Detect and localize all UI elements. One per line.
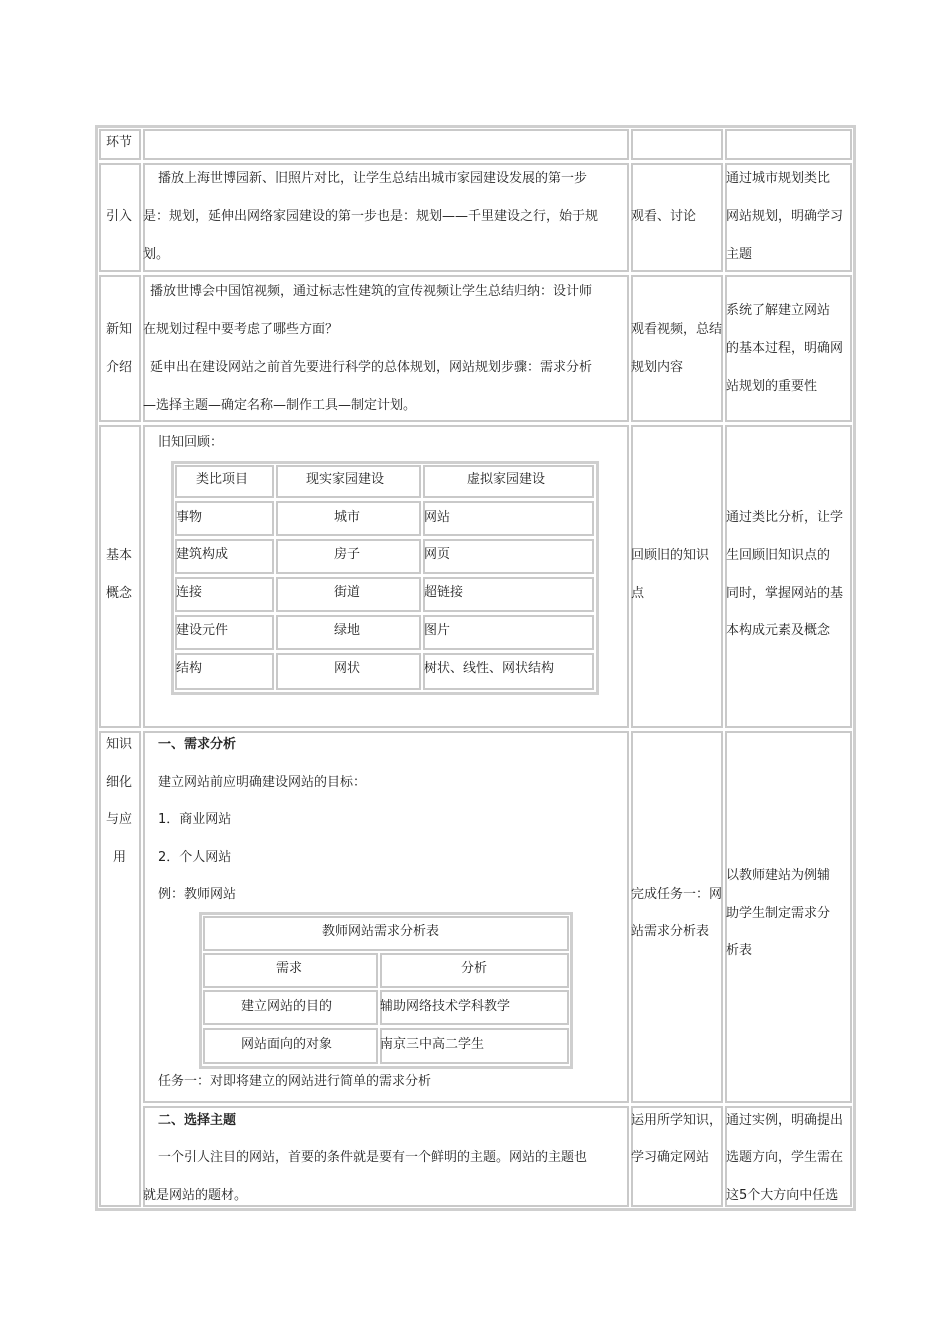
newknow-stage-cell	[99, 275, 141, 422]
basic-purpose-line: 生回顾旧知识点的	[726, 548, 831, 563]
needs-cell-text: 网站面向的对象	[241, 1037, 333, 1052]
newknow-content-line: 播放世博会中国馆视频，通过标志性建筑的宣传视频让学生总结归纳：设计师	[150, 284, 593, 299]
needs-item: 1．商业网站	[158, 812, 232, 827]
refine-stage-label: 与应	[106, 812, 133, 827]
basic-purpose-cell	[725, 425, 852, 728]
analogy-cell-text: 建筑构成	[176, 547, 229, 562]
needs-purpose-line: 析表	[726, 943, 753, 958]
topic-purpose-line: 选题方向，学生需在	[726, 1150, 844, 1165]
newknow-activity-line: 规划内容	[631, 360, 684, 375]
analogy-cell-text: 网页	[424, 547, 451, 562]
header-purpose-cell	[725, 129, 852, 160]
newknow-content-line: 在规划过程中要考虑了哪些方面？	[143, 322, 339, 337]
intro-purpose-line: 网站规划，明确学习	[726, 209, 844, 224]
newknow-content-line: —选择主题—确定名称—制作工具—制定计划。	[143, 398, 417, 413]
basic-review-label: 旧知回顾：	[158, 435, 224, 450]
intro-purpose-line: 主题	[726, 247, 753, 262]
newknow-activity-cell	[631, 275, 723, 422]
needs-cell-text: 南京三中高二学生	[380, 1037, 485, 1052]
analogy-cell-text: 连接	[176, 585, 203, 600]
newknow-content-line: 延申出在建设网站之前首先要进行科学的总体规划，网站规划步骤：需求分析	[150, 360, 593, 375]
basic-stage-label: 基本	[106, 548, 133, 563]
analogy-cell-text: 建设元件	[176, 623, 229, 638]
basic-activity-cell	[631, 425, 723, 728]
analogy-header: 类比项目	[196, 472, 249, 487]
refine-stage-label: 细化	[106, 775, 133, 790]
topic-text-line: 一个引人注目的网站，首要的条件就是要有一个鲜明的主题。网站的主题也	[158, 1150, 588, 1165]
analogy-cell-text: 街道	[334, 585, 361, 600]
needs-cell-text: 建立网站的目的	[241, 999, 333, 1014]
intro-activity: 观看、讨论	[631, 209, 697, 224]
topic-activity-line: 学习确定网站	[631, 1150, 710, 1165]
newknow-stage-label: 介绍	[106, 360, 133, 375]
analogy-cell-text: 图片	[424, 623, 451, 638]
newknow-stage-label: 新知	[106, 322, 133, 337]
needs-example: 例：教师网站	[158, 887, 237, 902]
analogy-cell-text: 超链接	[424, 585, 464, 600]
basic-activity-line: 点	[631, 586, 645, 601]
topic-text-line: 就是网站的题材。	[143, 1188, 248, 1203]
analogy-cell-text: 城市	[334, 510, 361, 525]
newknow-activity-line: 观看视频，总结	[631, 322, 723, 337]
needs-activity-line: 完成任务一：网	[631, 887, 723, 902]
intro-content-line: 播放上海世博园新、旧照片对比，让学生总结出城市家园建设发展的第一步	[158, 171, 588, 186]
needs-heading: 一、需求分析	[158, 737, 237, 752]
needs-activity-line: 站需求分析表	[631, 924, 710, 939]
basic-purpose-line: 通过类比分析，让学	[726, 510, 844, 525]
topic-activity-line: 运用所学知识，	[631, 1113, 723, 1128]
newknow-purpose-line: 站规划的重要性	[726, 379, 818, 394]
refine-stage-label: 用	[113, 850, 127, 865]
needs-purpose-line: 助学生制定需求分	[726, 906, 831, 921]
needs-purpose-line: 以教师建站为例辅	[726, 868, 831, 883]
topic-purpose-line: 通过实例，明确提出	[726, 1113, 844, 1128]
refine-stage-label: 知识	[106, 737, 133, 752]
basic-stage-label: 概念	[106, 586, 133, 601]
needs-table-title: 教师网站需求分析表	[322, 924, 440, 939]
analogy-cell-text: 结构	[176, 661, 203, 676]
analogy-header: 虚拟家园建设	[467, 472, 546, 487]
refine-activity-cell	[631, 731, 723, 1103]
analogy-cell-text: 网状	[334, 661, 361, 676]
basic-activity-line: 回顾旧的知识	[631, 548, 710, 563]
basic-stage-cell	[99, 425, 141, 728]
basic-purpose-line: 本构成元素及概念	[726, 623, 831, 638]
analogy-cell-text: 网站	[424, 510, 451, 525]
topic-heading: 二、选择主题	[158, 1113, 237, 1128]
intro-purpose-line: 通过城市规划类比	[726, 171, 831, 186]
refine-stage-cell	[99, 731, 141, 1207]
analogy-cell-text: 事物	[176, 510, 203, 525]
needs-header: 需求	[276, 961, 303, 976]
analogy-cell-text: 房子	[334, 547, 361, 562]
needs-header: 分析	[461, 961, 488, 976]
intro-content-line: 划。	[143, 247, 170, 262]
intro-content-line: 是：规划，延伸出网络家园建设的第一步也是：规划——千里建设之行，始于规	[143, 209, 599, 224]
needs-cell-text: 辅助网络技术学科教学	[380, 999, 511, 1014]
needs-intro: 建立网站前应明确建设网站的目标：	[158, 775, 367, 790]
newknow-purpose-line: 的基本过程，明确网	[726, 341, 844, 356]
header-content-cell	[143, 129, 629, 160]
analogy-header: 现实家园建设	[306, 472, 385, 487]
analogy-cell-text: 绿地	[334, 623, 361, 638]
newknow-purpose-line: 系统了解建立网站	[726, 303, 831, 318]
needs-task: 任务一：对即将建立的网站进行简单的需求分析	[158, 1074, 432, 1089]
topic-purpose-line: 这5个大方向中任选	[726, 1188, 839, 1203]
header-activity-cell	[631, 129, 723, 160]
analogy-cell-text: 树状、线性、网状结构	[424, 661, 555, 676]
needs-item: 2．个人网站	[158, 850, 232, 865]
header-stage-label: 环节	[106, 135, 133, 150]
basic-purpose-line: 同时，掌握网站的基	[726, 586, 844, 601]
intro-stage-label: 引入	[106, 209, 133, 224]
